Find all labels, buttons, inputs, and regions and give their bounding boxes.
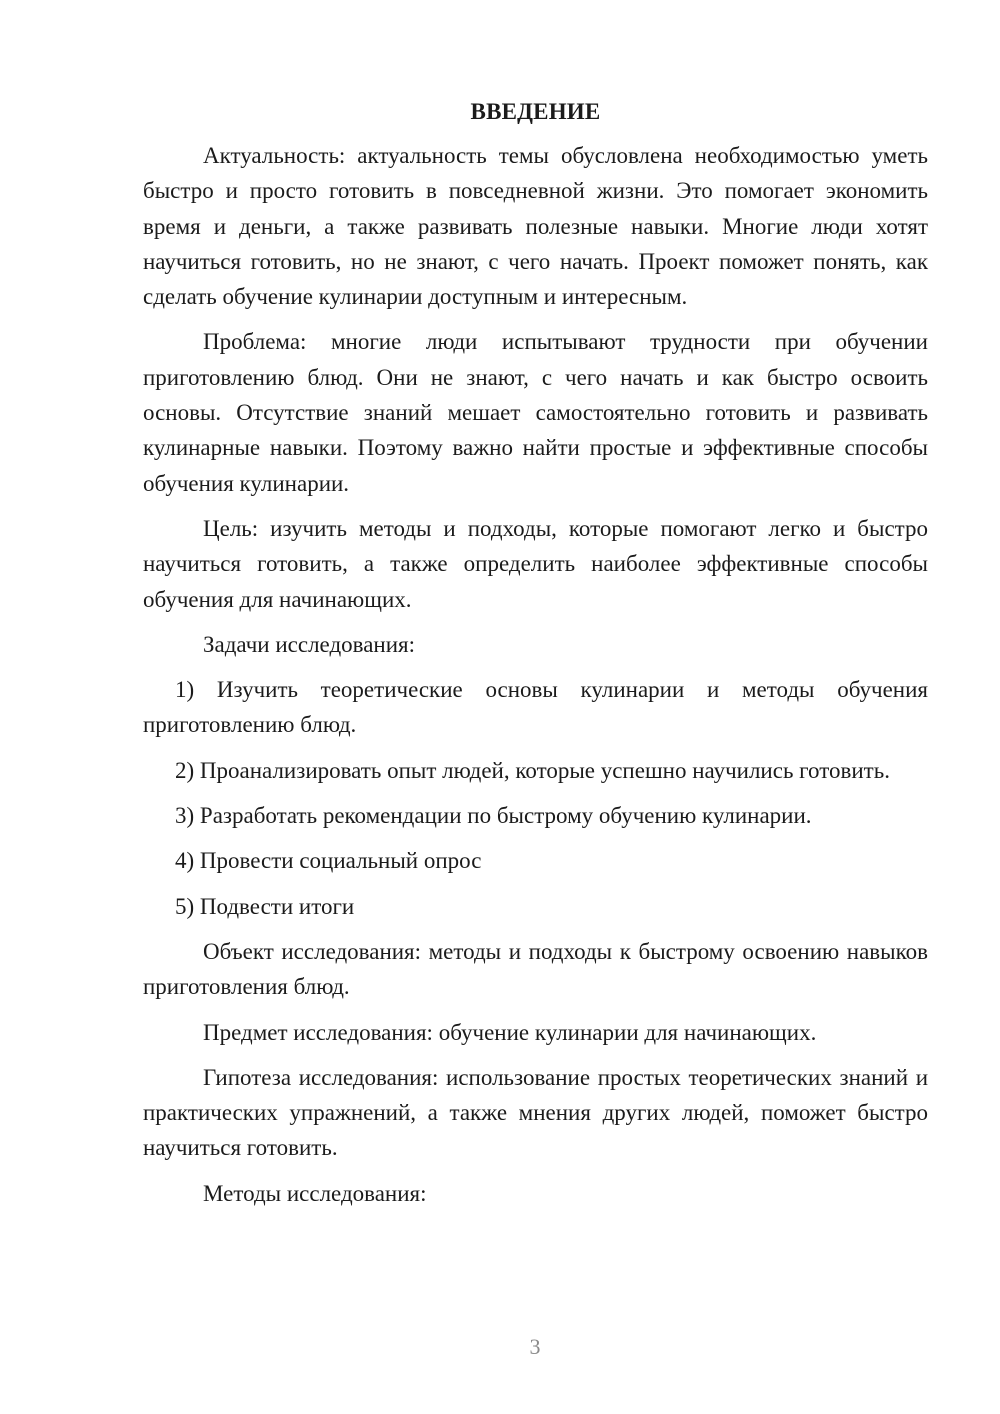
task-item-4: 4) Провести социальный опрос — [175, 848, 482, 874]
paragraph-subject: Предмет исследования: обучение кулинарии для начинающих. — [203, 1019, 817, 1045]
page-title: ВВЕДЕНИЕ — [470, 99, 601, 124]
page-content — [143, 95, 928, 1221]
task-item-5: 5) Подвести итоги — [175, 893, 355, 919]
paragraph-hypothesis: Гипотеза исследования: использование простых теоретических знаний и практических упражнений, а также мнения других людей, поможет быстро научиться готовить. — [143, 1064, 928, 1161]
methods-heading: Методы исследования: — [203, 1180, 427, 1206]
paragraph-relevance: Актуальность: актуальность темы обусловлена необходимостью уметь быстро и просто готовить в повседневной жизни. Это помогает экономить время и деньги, а также развивать полезные навыки. Многие люди хотят научиться готовить, но не знают, с чего начать. Проект поможет понять, как сделать обучение кулинарии доступным и интересным. — [143, 143, 928, 310]
task-item-3: 3) Разработать рекомендации по быстрому обучению кулинарии. — [175, 803, 812, 829]
task-item-2: 2) Проанализировать опыт людей, которые успешно научились готовить. — [175, 757, 890, 783]
paragraph-goal: Цель: изучить методы и подходы, которые помогают легко и быстро научиться готовить, а также определить наиболее эффективные способы обучения для начинающих. — [143, 515, 928, 612]
paragraph-object: Объект исследования: методы и подходы к быстрому освоению навыков приготовления блюд. — [143, 938, 928, 1000]
task-item-1: 1) Изучить теоретические основы кулинарии и методы обучения приготовлению блюд. — [143, 677, 928, 738]
tasks-heading: Задачи исследования: — [203, 631, 416, 657]
paragraph-problem: Проблема: многие люди испытывают трудности при обучении приготовлению блюд. Они не знают, с чего начать и как быстро освоить основы. Отсутствие знаний мешает самостоятельно готовить и развивать кулинарные навыки. Поэтому важно найти простые и эффективные способы обучения кулинарии. — [143, 329, 928, 496]
page-number: 3 — [529, 1334, 541, 1359]
